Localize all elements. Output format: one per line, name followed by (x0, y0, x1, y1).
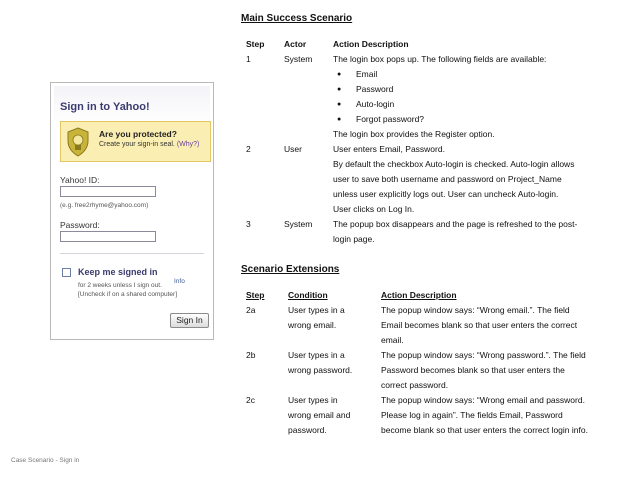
main-step-3: 3 (246, 219, 251, 229)
ext-condition-2b-line: User types in a (288, 350, 345, 360)
keep-signed-in-label: Keep me signed in (78, 267, 158, 277)
ext-condition-2b-line: wrong password. (288, 365, 353, 375)
field-item-forgot-password: Forgot password? (356, 114, 425, 124)
main-step-2: 2 (246, 144, 251, 154)
main-action-3-line: The popup box disappears and the page is refreshed to the post- (333, 219, 578, 229)
main-actor-2: User (284, 144, 302, 154)
ext-action-2c-line: The popup window says: “Wrong email and password. (381, 395, 585, 405)
info-link[interactable]: Info (174, 278, 185, 285)
bullet-icon: ● (337, 101, 342, 108)
password-label: Password: (60, 220, 100, 230)
yahoo-id-example: (e.g. free2rhyme@yahoo.com) (60, 202, 149, 209)
ext-condition-2c-line: password. (288, 425, 327, 435)
login-title: Sign in to Yahoo! (60, 101, 150, 113)
main-actor-1: System (284, 54, 313, 64)
ext-header-condition: Condition (288, 290, 328, 300)
main-action-2-line: User enters Email, Password. (333, 144, 445, 154)
main-action-1-line: The login box provides the Register option. (333, 129, 495, 139)
field-item-password: Password (356, 84, 394, 94)
field-item-auto-login: Auto-login (356, 99, 395, 109)
password-input[interactable] (60, 231, 156, 242)
main-header-action: Action Description (333, 39, 409, 49)
ext-action-2a-line: The popup window says: “Wrong email.”. The field (381, 305, 570, 315)
ext-step-2c: 2c (246, 395, 255, 405)
divider (60, 253, 204, 254)
create-seal-text[interactable]: Create your sign-in seal. (99, 141, 175, 148)
field-item-email: Email (356, 69, 378, 79)
why-link[interactable]: (Why?) (176, 141, 200, 148)
main-action-1-line: The login box pops up. The following fields are available: (333, 54, 547, 64)
main-action-2-line: unless user explicitly logs out. User can uncheck Auto-login. (333, 189, 559, 199)
main-step-1: 1 (246, 54, 251, 64)
keep-signed-in-checkbox[interactable] (62, 268, 71, 277)
yahoo-id-input[interactable] (60, 186, 156, 197)
ext-condition-2c-line: wrong email and (288, 410, 351, 420)
ext-action-2b-line: The popup window says: “Wrong password.”. The field (381, 350, 586, 360)
bullet-icon: ● (337, 71, 342, 78)
ext-action-2b-line: Password becomes blank so that user enters the (381, 365, 565, 375)
sign-in-seal-icon (66, 127, 90, 157)
ext-step-2b: 2b (246, 350, 256, 360)
bullet-icon: ● (337, 116, 342, 123)
ext-action-2c-line: Please log in again”. The fields Email, Password (381, 410, 563, 420)
ext-condition-2c-line: User types in (288, 395, 338, 405)
main-action-2-line: user to save both username and password on Project_Name (333, 174, 562, 184)
ext-step-2a: 2a (246, 305, 256, 315)
slide-footer: Case Scenario - Sign in (11, 457, 80, 464)
sign-in-button[interactable]: Sign In (170, 313, 209, 328)
ext-action-2b-line: correct password. (381, 380, 449, 390)
main-action-2-line: By default the checkbox Auto-login is checked. Auto-login allows (333, 159, 575, 169)
main-header-actor: Actor (284, 39, 307, 49)
keep-signed-in-note: for 2 weeks unless I sign out. (78, 282, 162, 289)
bullet-icon: ● (337, 86, 342, 93)
shared-computer-note: [Uncheck if on a shared computer] (78, 291, 177, 298)
main-actor-3: System (284, 219, 313, 229)
ext-header-action: Action Description (381, 290, 457, 300)
main-header-step: Step (246, 39, 265, 49)
ext-action-2c-line: become blank so that user enters the correct login info. (381, 425, 588, 435)
ext-header-step: Step (246, 290, 265, 300)
ext-action-2a-line: Email becomes blank so that user enters the correct (381, 320, 578, 330)
yahoo-id-label: Yahoo! ID: (60, 175, 100, 185)
main-scenario-heading: Main Success Scenario (241, 13, 353, 24)
extensions-heading: Scenario Extensions (241, 264, 340, 275)
ext-action-2a-line: email. (381, 335, 404, 345)
main-action-2-line: User clicks on Log In. (333, 204, 415, 214)
ext-condition-2a-line: User types in a (288, 305, 345, 315)
sign-in-seal-promo[interactable] (60, 121, 211, 162)
ext-condition-2a-line: wrong email. (288, 320, 337, 330)
yahoo-login-screenshot (50, 82, 214, 340)
main-action-3-line: login page. (333, 234, 375, 244)
protected-title: Are you protected? (99, 129, 177, 139)
login-panel-body (54, 86, 210, 336)
protected-subtitle (99, 141, 199, 148)
